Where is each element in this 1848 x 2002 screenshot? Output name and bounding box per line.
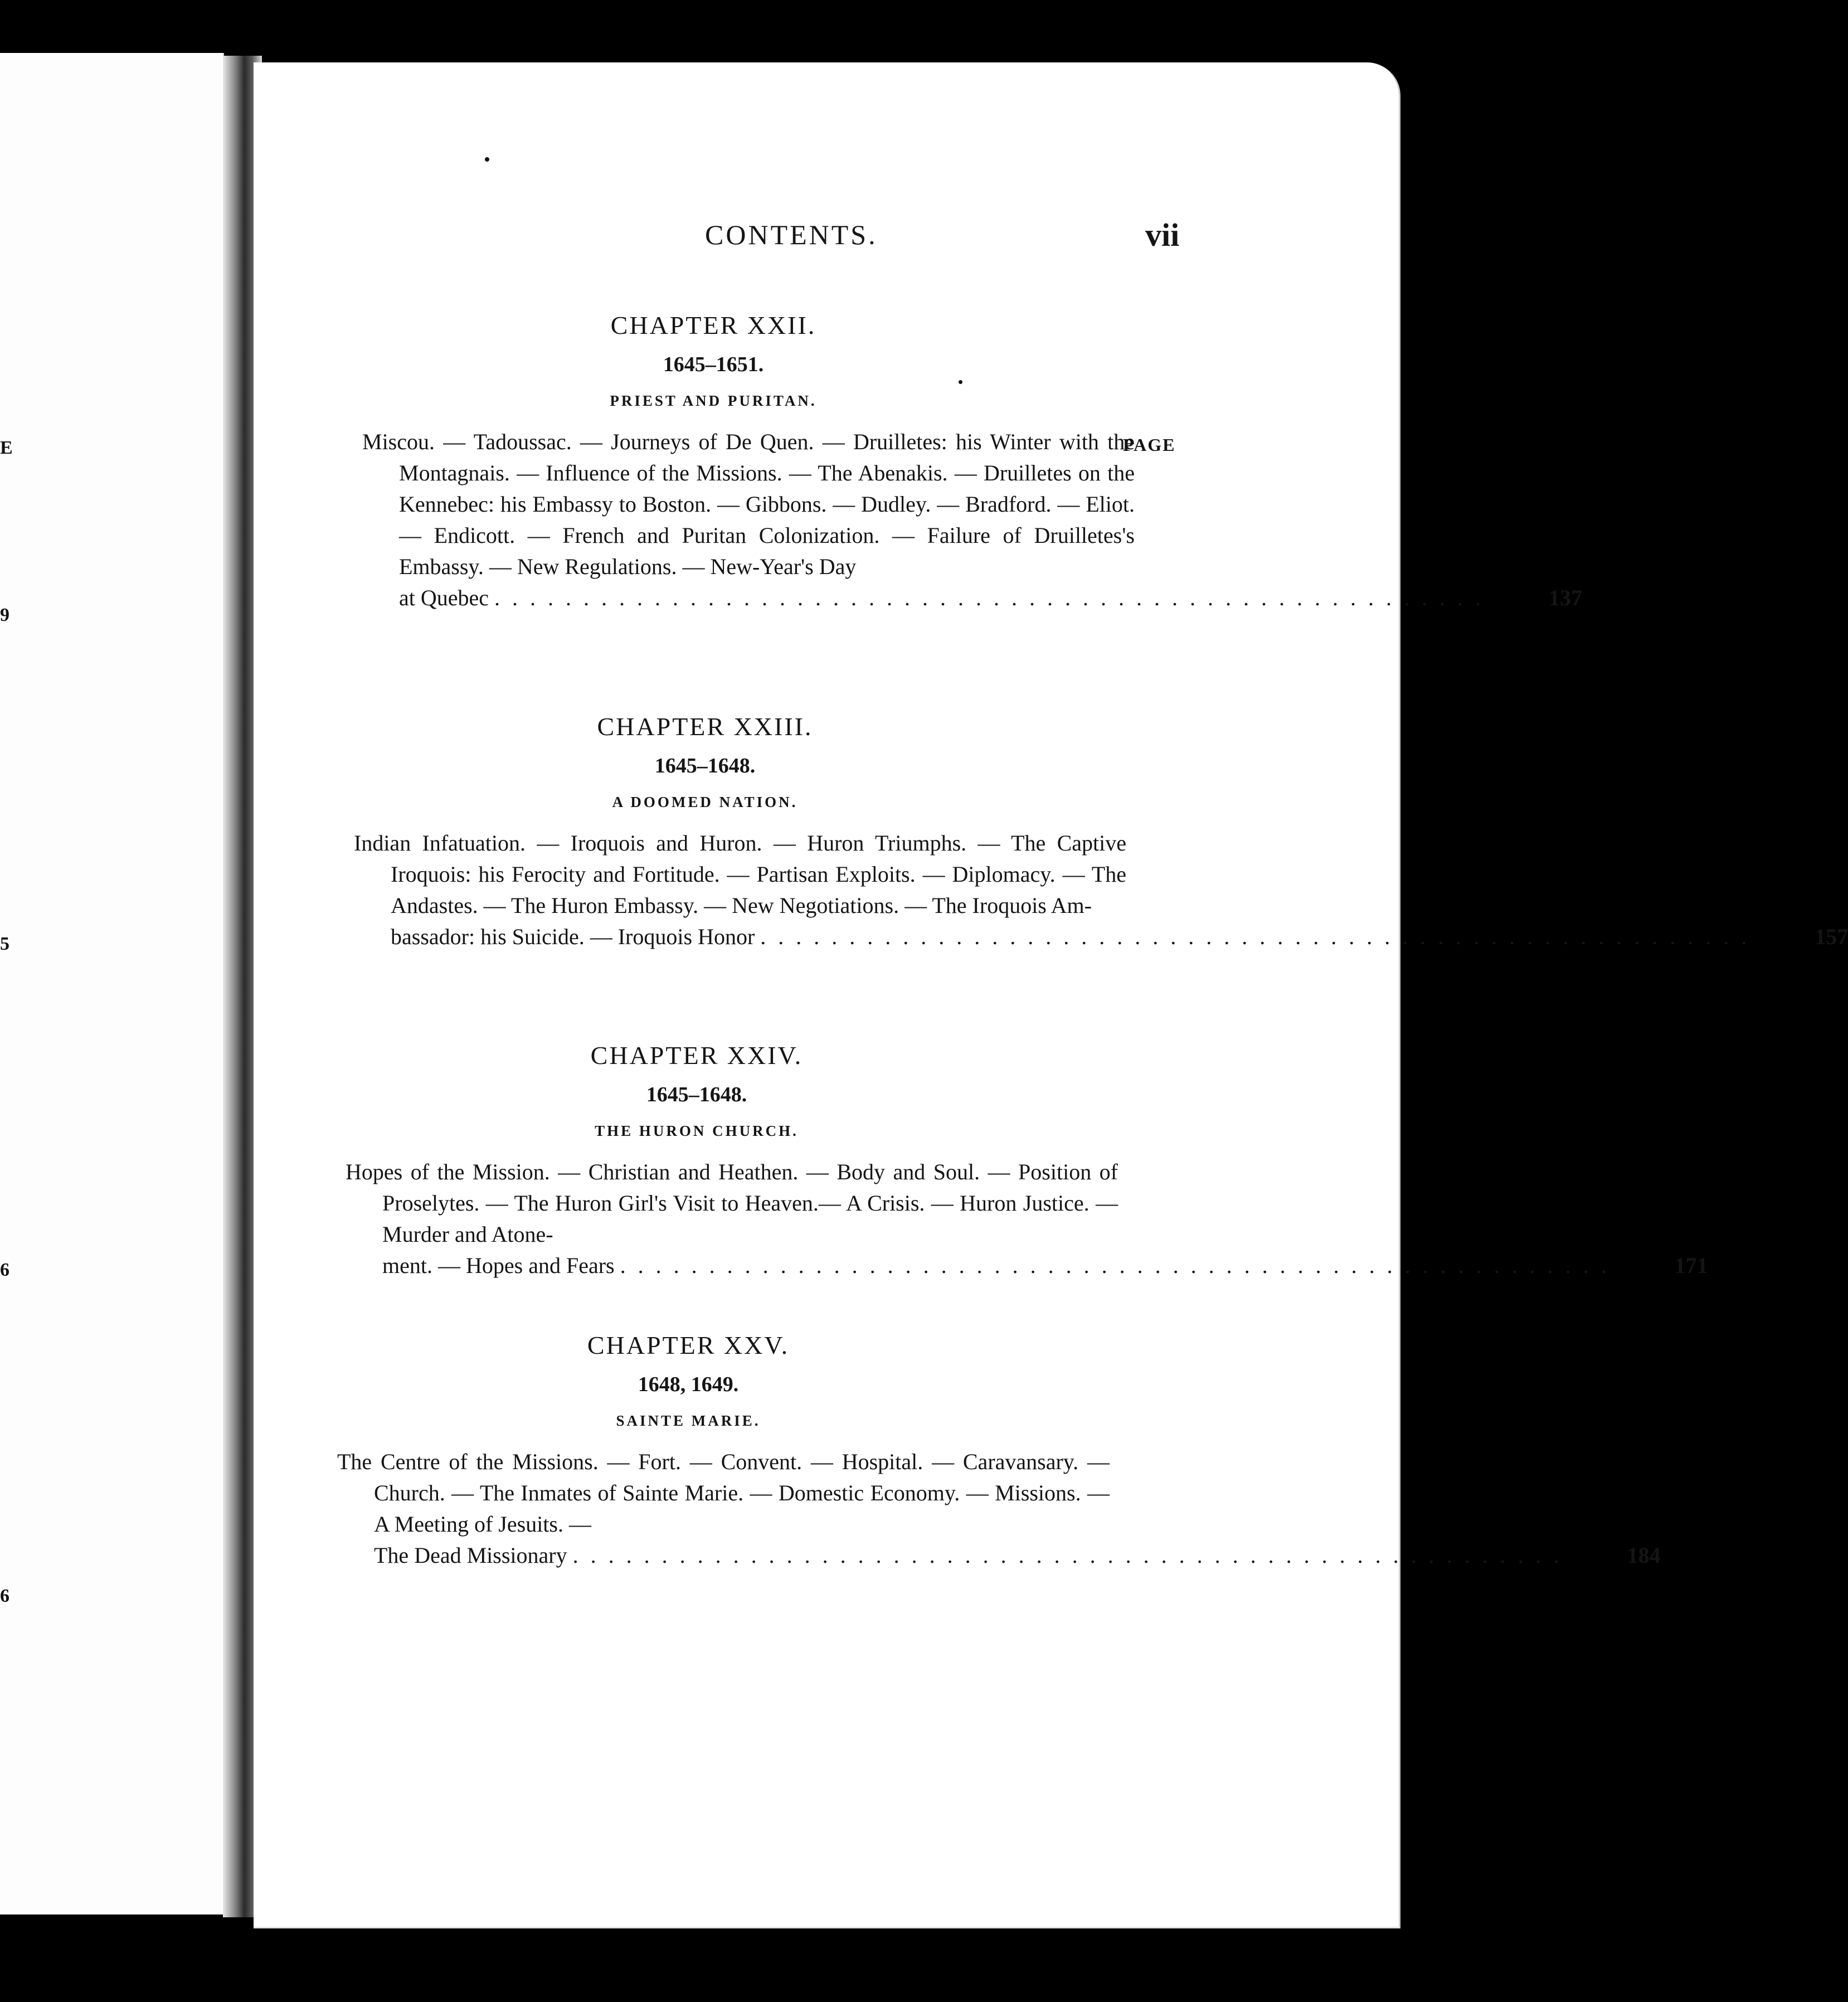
chapter-summary: The Centre of the Missions. — Fort. — Convent. — Hospital. — Caravansary. — Church. — The Inmates of Sainte Marie. — Domestic Economy. — Missions. — A Meeting of Jesuits. — [337, 1449, 1110, 1537]
chapter-entry [337, 1330, 1661, 1571]
chapter-dates: 1645–1648. [646, 1083, 747, 1106]
left-page-char: 9 [0, 605, 9, 625]
chapter-summary: Miscou. — Tadoussac. — Journeys of De Quen. — Druilletes: his Winter with the Montagnais. — Influence of the Missions. — The Abenakis. — Druilletes on the Kennebec: his Embassy to Boston. — Gibbons. — Dudley. — Bradford. — Eliot. — Endicott. — French and Puritan Colonization. — Failure of Druilletes's Embassy. — New Regulations. — New-Year's Day [362, 429, 1135, 579]
dot-leader: ........................................................ [760, 924, 1759, 949]
summary-last-fragment: ment. — Hopes and Fears [382, 1253, 615, 1278]
chapter-entry [362, 310, 1583, 614]
dot-leader: ........................................................ [572, 1543, 1572, 1568]
chapter-page-line [354, 921, 1848, 953]
chapter-subtitle: SAINTE MARIE. [616, 1412, 761, 1429]
chapter-page-number: 171 [1674, 1253, 1708, 1278]
chapter-entry [346, 1041, 1708, 1281]
chapter-summary: Hopes of the Mission. — Christian and Heathen. — Body and Soul. — Position of Proselytes. — The Huron Girl's Visit to Heaven.— A Crisis. — Huron Justice. — Murder and Atone- [346, 1159, 1118, 1247]
chapter-page-line [362, 582, 1583, 614]
ink-speck [485, 157, 489, 162]
running-head [254, 218, 1399, 269]
chapter-title: CHAPTER XXIV. [590, 1041, 803, 1070]
chapter-title: CHAPTER XXII. [610, 311, 816, 339]
dot-leader: ........................................................ [494, 585, 1494, 610]
chapter-subtitle: THE HURON CHURCH. [595, 1123, 799, 1139]
chapter-entry [354, 712, 1848, 953]
left-page-edge [0, 53, 224, 1914]
chapter-page-line [337, 1540, 1661, 1571]
page-number: vii [1145, 217, 1180, 253]
chapter-title: CHAPTER XXV. [587, 1331, 790, 1359]
page-column-label: PAGE [1123, 435, 1176, 455]
summary-last-fragment: bassador: his Suicide. — Iroquois Honor [391, 924, 755, 949]
chapter-page-number: 157 [1815, 924, 1848, 949]
summary-last-fragment: The Dead Missionary [374, 1543, 567, 1568]
chapter-subtitle: PRIEST AND PURITAN. [610, 392, 817, 409]
left-page-char: 6 [0, 1586, 9, 1606]
left-page-char: E [0, 438, 13, 458]
chapter-dates: 1645–1648. [654, 754, 756, 778]
chapter-page-line [346, 1250, 1708, 1281]
dot-leader: ........................................................ [620, 1253, 1619, 1278]
summary-last-fragment: at Quebec [399, 585, 489, 610]
chapter-title: CHAPTER XXIII. [597, 712, 813, 741]
chapter-subtitle: A DOOMED NATION. [612, 794, 798, 810]
contents-page [254, 62, 1848, 1928]
running-title: CONTENTS. [705, 219, 878, 250]
chapter-summary: Indian Infatuation. — Iroquois and Huron. — Huron Triumphs. — The Captive Iroquois: his Ferocity and Fortitude. — Partisan Exploits. — Diplomacy. — The Andastes. — The Huron Embassy. — New Negotiations. — The Iroquois Am- [354, 830, 1126, 918]
chapter-page-number: 184 [1627, 1543, 1661, 1568]
left-page-char: 6 [0, 1260, 9, 1280]
chapter-dates: 1645–1651. [663, 353, 764, 376]
chapter-page-number: 137 [1549, 585, 1583, 610]
left-page-char: 5 [0, 934, 9, 954]
chapter-dates: 1648, 1649. [638, 1373, 739, 1396]
